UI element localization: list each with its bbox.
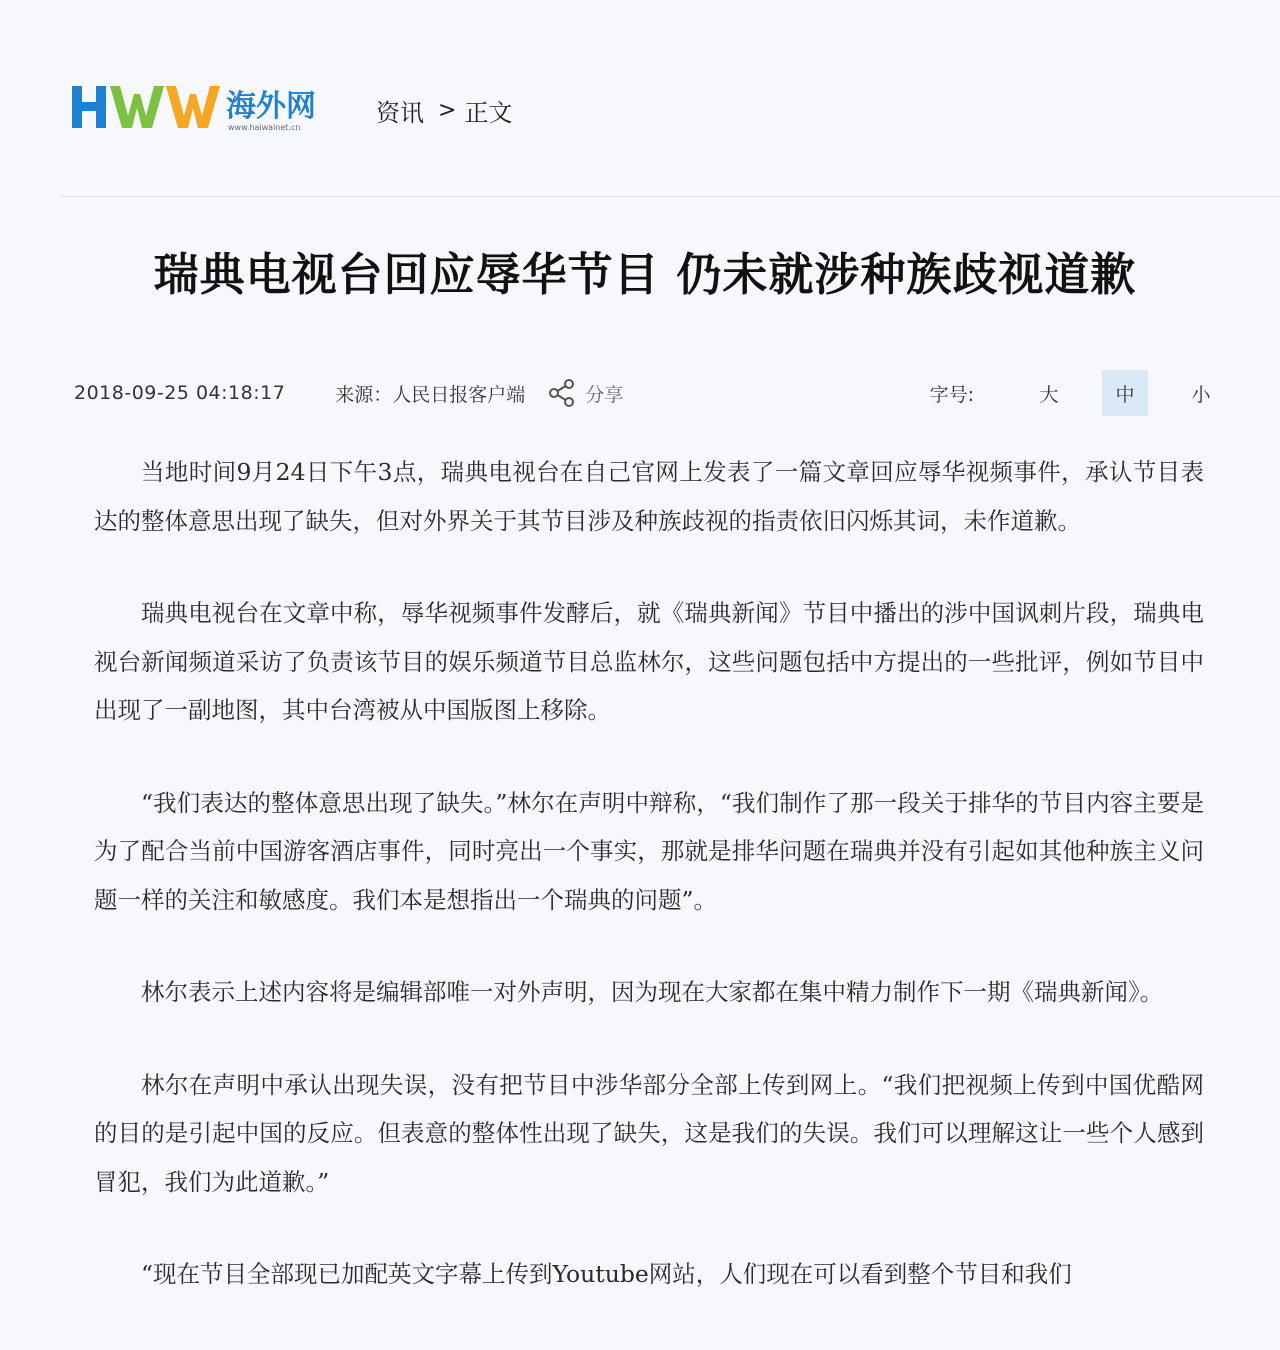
haiwainet-logo-icon <box>70 78 340 138</box>
article-body <box>94 448 1204 1343</box>
font-size-large-button[interactable]: 大 <box>1039 383 1059 406</box>
breadcrumb <box>376 93 512 128</box>
article-paragraph: 林尔表示上述内容将是编辑部唯一对外声明，因为现在大家都在集中精力制作下一期《瑞典新闻》。 <box>141 978 1164 1006</box>
site-header <box>70 78 512 138</box>
article-paragraph: “我们表达的整体意思出现了缺失。”林尔在声明中辩称，“我们制作了那一段关于排华的节目内容主要是为了配合当前中国游客酒店事件，同时亮出一个事实，那就是排华问题在瑞典并没有引起如其他种族主义问题一样的关注和敏感度。我们本是想指出一个瑞典的问题”。 <box>94 788 1204 914</box>
header-divider <box>60 196 1280 197</box>
share-icon <box>547 378 577 408</box>
article-title: 瑞典电视台回应辱华节目 仍未就涉种族歧视道歉 <box>153 248 1137 301</box>
font-size-label: 字号: <box>929 383 974 406</box>
breadcrumb-separator: > <box>438 97 457 123</box>
font-size-medium-button[interactable]: 中 <box>1102 370 1148 416</box>
article-meta <box>74 370 1224 416</box>
font-size-control <box>930 370 1224 416</box>
font-size-small-button[interactable]: 小 <box>1191 383 1211 406</box>
breadcrumb-current: 正文 <box>464 98 513 127</box>
logo-cn-text: 海外网 <box>226 89 316 124</box>
publish-datetime: 2018-09-25 04:18:17 <box>74 382 286 404</box>
breadcrumb-section-link[interactable]: 资讯 <box>376 98 424 127</box>
site-logo[interactable] <box>70 78 340 138</box>
article-paragraph: “现在节目全部现已加配英文字幕上传到Youtube网站，人们现在可以看到整个节目和我们 <box>141 1260 1072 1288</box>
logo-url-text: www.haiwainet.cn <box>228 123 301 132</box>
article-paragraph: 林尔在声明中承认出现失误，没有把节目中涉华部分全部上传到网上。“我们把视频上传到中国优酷网的目的是引起中国的反应。但表意的整体性出现了缺失，这是我们的失误。我们可以理解这让一些个人感到冒犯，我们为此道歉。” <box>94 1070 1204 1196</box>
article-paragraph: 当地时间9月24日下午3点，瑞典电视台在自己官网上发表了一篇文章回应辱华视频事件，承认节目表达的整体意思出现了缺失，但对外界关于其节目涉及种族歧视的指责依旧闪烁其词，未作道歉。 <box>94 458 1204 535</box>
article-paragraph: 瑞典电视台在文章中称，辱华视频事件发酵后，就《瑞典新闻》节目中播出的涉中国讽刺片段，瑞典电视台新闻频道采访了负责该节目的娱乐频道节目总监林尔，这些问题包括中方提出的一些批评，例如节目中出现了一副地图，其中台湾被从中国版图上移除。 <box>94 599 1204 724</box>
article-source: 来源：人民日报客户端 <box>335 383 526 406</box>
share-button[interactable] <box>547 378 623 408</box>
share-label: 分享 <box>585 383 624 406</box>
